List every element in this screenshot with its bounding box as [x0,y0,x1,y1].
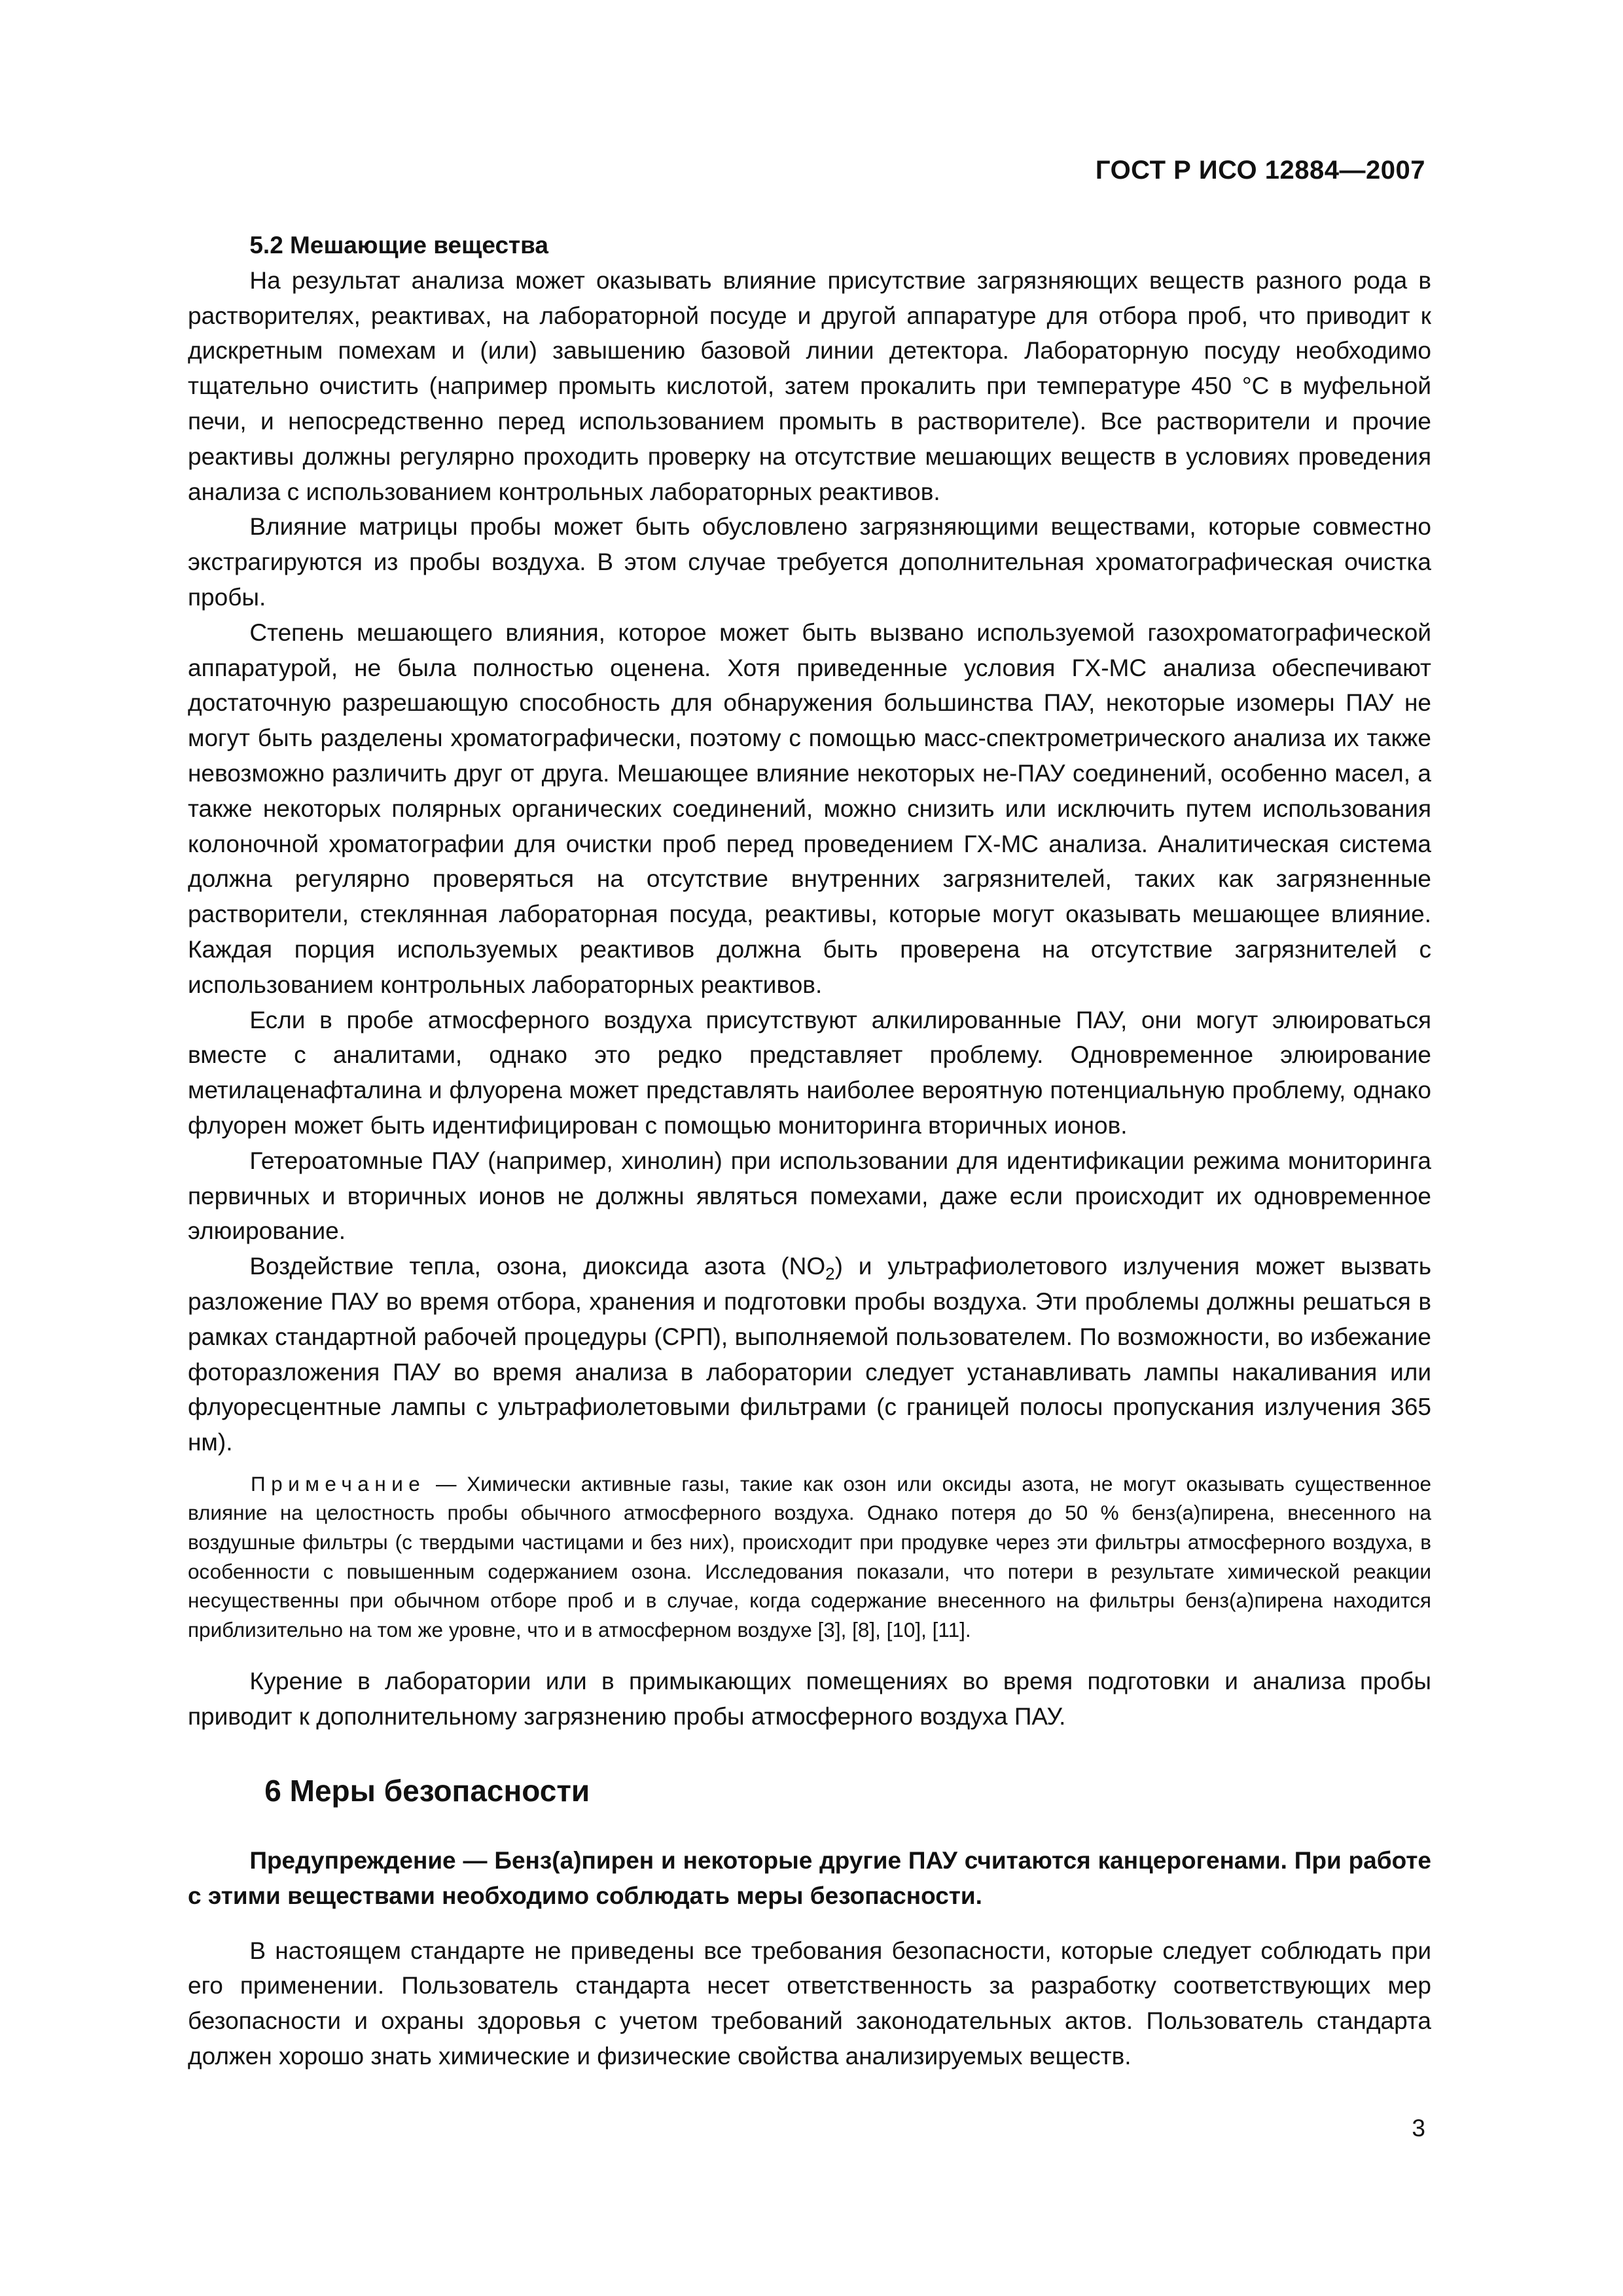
paragraph [188,1003,1431,1143]
paragraph [188,615,1431,1003]
document-header: ГОСТ Р ИСО 12884—2007 [1095,156,1425,185]
paragraph [188,509,1431,615]
document-body [188,228,1431,2074]
paragraph-text: Степень мешающего влияния, которое может быть вызвано используемой газохроматографической аппаратурой, не была полностью оценена. Хотя приведенные условия ГХ-МС анализа обеспечивают достаточную разрешающую способность для обнаружения большинства ПАУ, некоторые изомеры ПАУ не могут быть разделены хроматографически, поэтому с помощью масс-спектрометрического анализа их также невозможно различить друг от друга. Мешающее влияние некоторых не-ПАУ соединений, особенно масел, а также некоторых полярных органических соединений, можно снизить или исключить путем использования колоночной хроматографии для очистки проб перед проведением ГХ-МС анализа. Аналитическая система должна регулярно проверяться на отсутствие внутренних загрязнителей, таких как загрязненные растворители, стеклянная лабораторная посуда, реактивы, которые могут оказывать мешающее влияние. Каждая порция используемых реактивов должна быть проверена на отсутствие загрязнителей с использованием контрольных лабораторных реактивов. [188,619,1431,998]
note [188,1469,1431,1645]
paragraph-text: Если в пробе атмосферного воздуха присутствуют алкилированные ПАУ, они могут элюироваться вместе с аналитами, однако это редко представляет проблему. Одновременное элюирование метилаценафталина и флуорена может представлять наиболее вероятную потенциальную проблему, однако флуорен может быть идентифицирован с помощью мониторинга вторичных ионов. [188,1006,1431,1139]
paragraph-text: Влияние матрицы пробы может быть обусловлено загрязняющими веществами, которые совместно экстрагируются из пробы воздуха. В этом случае требуется дополнительная хроматографическая очистка пробы. [188,513,1431,611]
paragraph [188,1933,1431,2074]
subscript: 2 [825,1264,835,1284]
paragraph [188,1664,1431,1734]
page-number: 3 [1412,2115,1425,2142]
paragraph-text: ) и ультрафиолетового излучения может вызвать разложение ПАУ во время отбора, хранения и подготовки пробы воздуха. Эти проблемы должны решаться в рамках стандартной рабочей процедуры (СРП), выполняемой пользователем. По возможности, во избежание фоторазложения ПАУ во время анализа в лаборатории следует устанавливать лампы накаливания или флуоресцентные лампы с ультрафиолетовыми фильтрами (с границей полосы пропускания излучения 365 нм). [188,1253,1431,1456]
note-text: — Химически активные газы, такие как озон или оксиды азота, не могут оказывать существенное влияние на целостность пробы обычного атмосферного воздуха. Однако потеря до 50 % бенз(а)пирена, внесенного на воздушные фильтры (с твердыми частицами и без них), происходит при продувке через эти фильтры атмосферного воздуха, в особенности с повышенным содержанием озона. Исследования показали, что потери в результате химической реакции несущественны при обычном отборе проб и в случае, когда содержание внесенного на фильтры бенз(а)пирена находится приблизительно на том же уровне, что и в атмосферном воздухе [3], [8], [10], [11]. [188,1471,1431,1641]
section-5-2-title: 5.2 Мешающие вещества [249,232,548,259]
paragraph [188,263,1431,510]
paragraph [188,1249,1431,1460]
note-label: Примечание [251,1471,426,1496]
paragraph-text: Воздействие тепла, озона, диоксида азота (NO [249,1253,826,1280]
section-6-title: 6 Меры безопасности [264,1774,590,1808]
paragraph-text: Курение в лаборатории или в примыкающих помещениях во время подготовки и анализа пробы приводит к дополнительному загрязнению пробы атмосферного воздуха ПАУ. [188,1668,1431,1731]
paragraph-text: На результат анализа может оказывать влияние присутствие загрязняющих веществ разного рода в растворителях, реактивах, на лабораторной посуде и другой аппаратуре для отбора проб, что приводит к дискретным помехам и (или) завышению базовой линии детектора. Лабораторную посуду необходимо тщательно очистить (например промыть кислотой, затем прокалить при температуре 450 °С в муфельной печи, и непосредственно перед использованием промыть в растворителе). Все растворители и прочие реактивы должны регулярно проходить проверку на отсутствие мешающих веществ в условиях проведения анализа с использованием контрольных лабораторных реактивов. [188,266,1431,505]
paragraph-text: В настоящем стандарте не приведены все требования безопасности, которые следует соблюдать при его применении. Пользователь стандарта несет ответственность за разработку соответствующих мер безопасности и охраны здоровья с учетом требований законодательных актов. Пользователь стандарта должен хорошо знать химические и физические свойства анализируемых веществ. [188,1937,1431,2070]
warning: Предупреждение — Бенз(а)пирен и некоторые другие ПАУ считаются канцерогенами. При работе с этими веществами необходимо соблюдать меры безопасности. [188,1847,1431,1909]
paragraph [188,1143,1431,1249]
paragraph-text: Гетероатомные ПАУ (например, хинолин) при использовании для идентификации режима мониторинга первичных и вторичных ионов не должны являться помехами, даже если происходит их одновременное элюирование. [188,1147,1431,1245]
